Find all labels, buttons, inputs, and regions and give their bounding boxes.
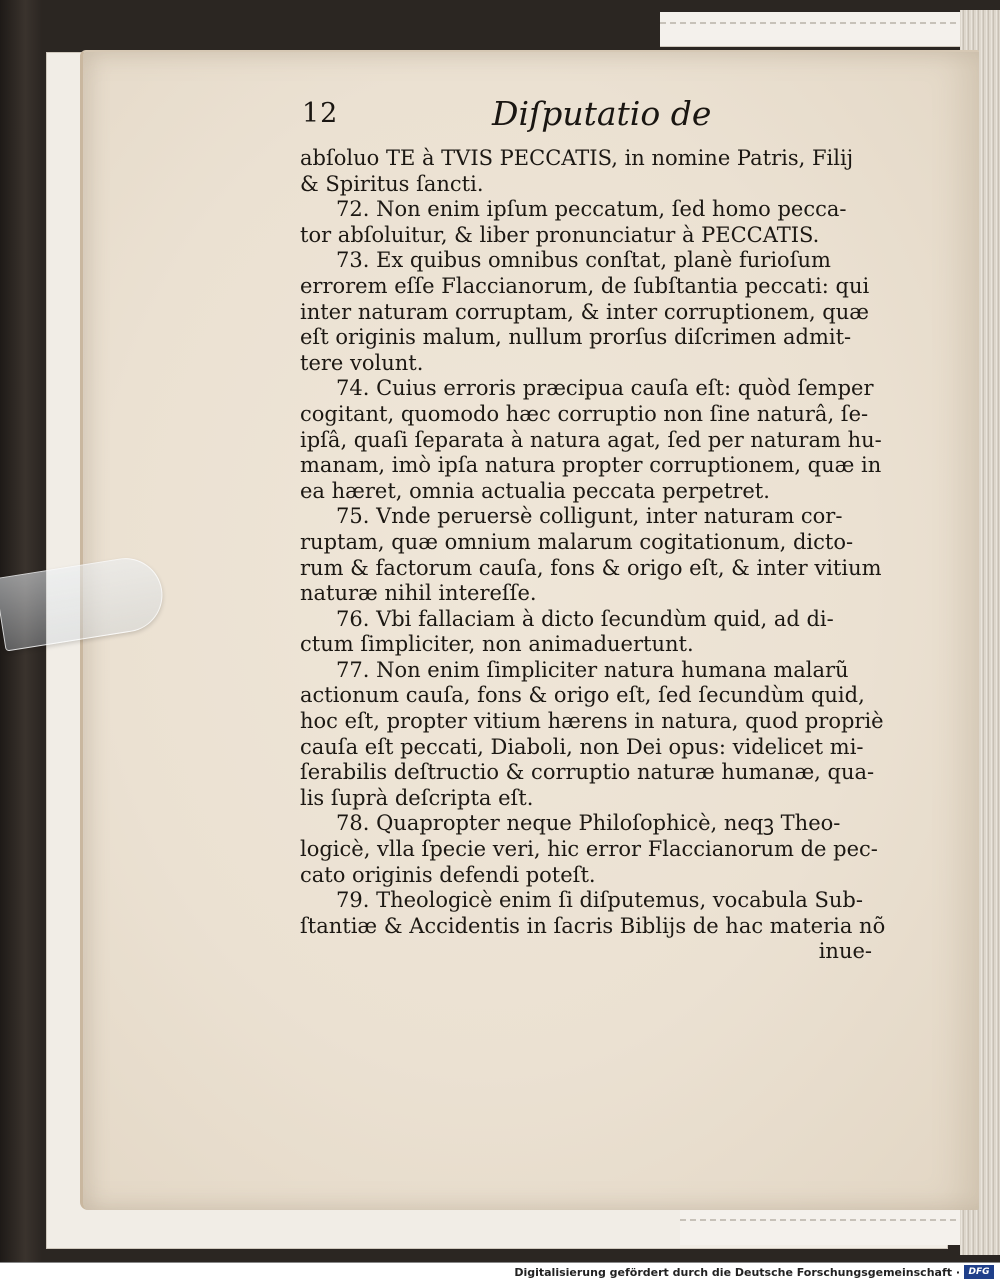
text-line: 72. Non enim ipſum peccatum, ſed homo pecca‑	[336, 197, 847, 222]
text-line: cato originis defendi poteſt.	[300, 862, 596, 887]
text-line: tor abſoluitur, & liber pronunciatur à PECCATIS.	[300, 222, 820, 247]
text-line: eſt originis malum, nullum prorſus diſcrimen admit‑	[300, 325, 852, 350]
text-line: logicè, vlla ſpecie veri, hic error Flaccianorum de pec‑	[300, 837, 878, 862]
text-line: ea hæret, omnia actualia peccata perpetret.	[300, 478, 770, 503]
text-line: ſtantiæ & Accidentis in ſacris Biblijs de hac materia nõ	[300, 913, 886, 938]
running-title: Diſputatio de	[492, 94, 712, 133]
text-line: cogitant, quomodo hæc corruptio non ſine naturâ, ſe‑	[300, 401, 869, 426]
page-body-text	[300, 146, 886, 965]
text-line: tere volunt.	[300, 350, 424, 375]
funding-credit: Digitalisierung gefördert durch die Deutsche Forschungsgemeinschaft ·	[514, 1266, 960, 1279]
text-line: cauſa eſt peccati, Diaboli, non Dei opus: videlicet mi‑	[300, 734, 864, 759]
footer-bar	[0, 1262, 1000, 1283]
text-line: rum & factorum cauſa, fons & origo eſt, & inter vitium	[300, 555, 882, 580]
dfg-logo-icon: DFG	[964, 1265, 994, 1279]
text-line: actionum cauſa, fons & origo eſt, ſed ſecundùm quid,	[300, 683, 865, 708]
text-line: inter naturam corruptam, & inter corruptionem, quæ	[300, 299, 870, 324]
text-line: ctum ſimpliciter, non animaduertunt.	[300, 632, 694, 657]
text-line: 78. Quapropter neque Philoſophicè, neqꝫ Theo‑	[336, 811, 841, 836]
text-line: ipſâ, quaſi ſeparata à natura agat, ſed per naturam hu‑	[300, 427, 882, 452]
catchword: inue‑	[818, 939, 872, 964]
text-line: abſoluo TE à TVIS PECCATIS, in nomine Patris, Filij	[300, 146, 854, 170]
text-line: hoc eſt, propter vitium hærens in natura, quod propriè	[300, 709, 884, 734]
text-line: naturæ nihil intereſſe.	[300, 581, 537, 606]
facing-page-bottom-edge	[680, 1205, 980, 1245]
text-line: lis ſuprà deſcripta eſt.	[300, 785, 534, 810]
text-line: 77. Non enim ſimpliciter natura humana malarũ	[336, 657, 849, 682]
text-line: manam, imò ipſa natura propter corruptionem, quæ in	[300, 453, 882, 478]
text-line: ruptam, quæ omnium malarum cogitationum, dicto‑	[300, 529, 854, 554]
text-line: & Spiritus ſancti.	[300, 171, 484, 196]
text-line: ſerabilis deſtructio & corruptio naturæ humanæ, qua‑	[300, 760, 875, 785]
text-line: 73. Ex quibus omnibus conſtat, planè furioſum	[336, 248, 831, 273]
text-line: errorem eſſe Flaccianorum, de ſubſtantia peccati: qui	[300, 273, 870, 298]
page-number: 12	[302, 98, 339, 129]
text-line: 76. Vbi fallaciam à dicto ſecundùm quid, ad di‑	[336, 606, 834, 631]
text-line: 75. Vnde peruersè colligunt, inter naturam cor‑	[336, 504, 843, 529]
text-line: 74. Cuius erroris præcipua cauſa eſt: quòd ſemper	[336, 376, 874, 401]
text-line: 79. Theologicè enim ſi diſputemus, vocabula Sub‑	[336, 888, 863, 913]
facing-page-top-edge	[660, 12, 980, 47]
